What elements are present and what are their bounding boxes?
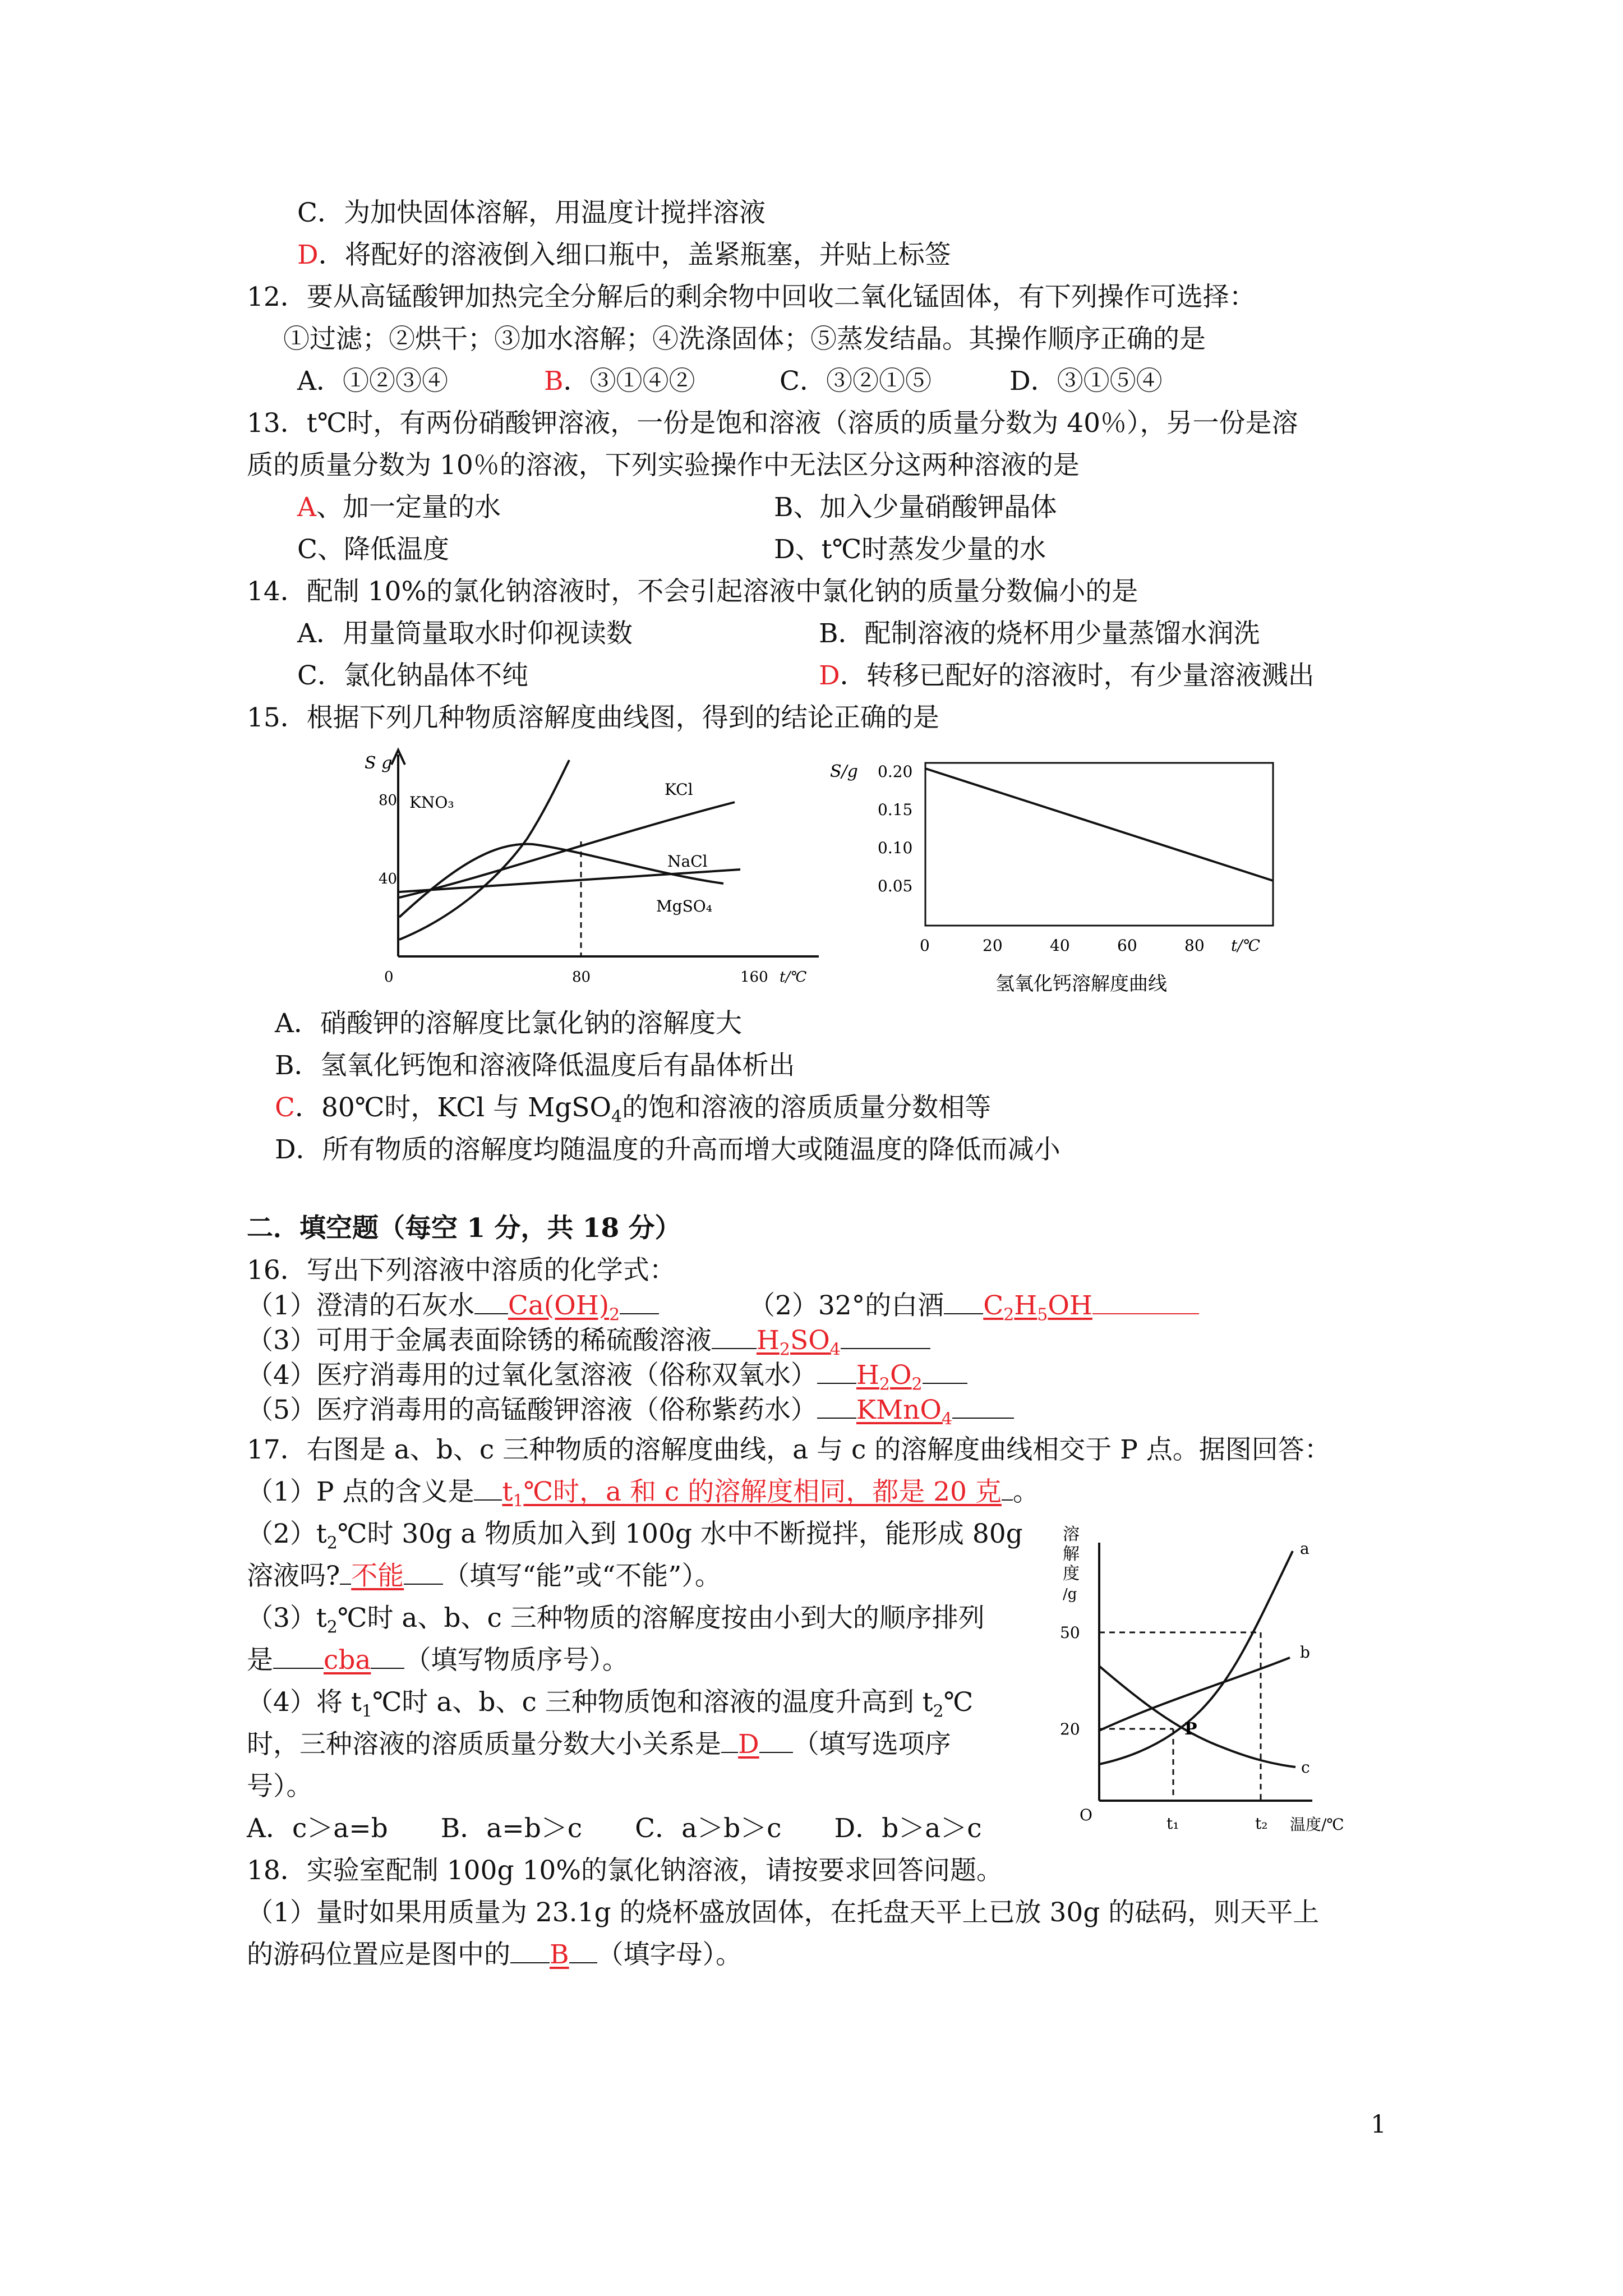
chart-caption: 氢氧化钙溶解度曲线 bbox=[995, 973, 1167, 995]
grid bbox=[925, 763, 1273, 926]
q17-part-4-line3: 号）。 bbox=[247, 1771, 313, 1802]
x-axis-unit: 温度/℃ bbox=[1290, 1815, 1344, 1834]
q14-option-d: D．转移已配好的溶液时，有少量溶液溅出 bbox=[819, 660, 1315, 691]
curve-kno3 bbox=[399, 760, 569, 940]
x-tick-60: 60 bbox=[1117, 936, 1137, 955]
q15-option-d: D．所有物质的溶解度均随温度的升高而增大或随温度的降低而减小 bbox=[275, 1134, 1061, 1165]
y-tick-0.05: 0.05 bbox=[878, 877, 913, 895]
q18-stem: 18．实验室配制 100g 10%的氯化钠溶液，请按要求回答问题。 bbox=[247, 1855, 1003, 1886]
q11-option-d: D．将配好的溶液倒入细口瓶中，盖紧瓶塞，并贴上标签 bbox=[297, 240, 951, 270]
label-a: a bbox=[1300, 1539, 1310, 1558]
q17-options: A．c＞a=b B．a=b＞c C．a＞b＞c D．b＞a＞c bbox=[247, 1813, 982, 1844]
q14-option-a: A．用量筒量取水时仰视读数 bbox=[297, 618, 633, 649]
q17-part-1: （1）P 点的含义是 $t_1℃$时，a 和 c 的溶解度相同，都是 20 克 。 bbox=[247, 1476, 1039, 1511]
answer-text: B bbox=[550, 1939, 569, 1970]
q17-part-2-line1: $(2)t_2℃$时 30g a 物质加入到 100g 水中不断搅拌，能形成 80g bbox=[247, 1519, 1023, 1553]
curve-caoh2 bbox=[925, 769, 1273, 881]
q15-option-b: B．氢氧化钙饱和溶液降低温度后有晶体析出 bbox=[275, 1050, 795, 1081]
y-axis-label: S/g bbox=[830, 762, 858, 781]
section-heading: 二．填空题（每空 1 分，共 18 分） bbox=[247, 1213, 681, 1244]
x-tick-80: 80 bbox=[1184, 936, 1205, 955]
answer-mark: A bbox=[297, 492, 316, 523]
y-tick-50: 50 bbox=[1060, 1623, 1080, 1642]
answer-mark: D bbox=[819, 660, 840, 691]
x-axis-unit: t/℃ bbox=[780, 969, 807, 986]
label-kcl: KCl bbox=[665, 780, 693, 799]
answer-text: $C_2H_5OH$ bbox=[983, 1290, 1092, 1325]
q12-operations: ①过滤；②烘干；③加水溶解；④洗涤固体；⑤蒸发结晶。其操作顺序正确的是 bbox=[283, 324, 1206, 355]
curve-nacl bbox=[399, 869, 740, 892]
answer-text: 不能 bbox=[351, 1561, 404, 1591]
q12-stem: 12．要从高锰酸钾加热完全分解后的剩余物中回收二氧化锰固体，有下列操作可选择： bbox=[247, 282, 1256, 312]
point-p: P bbox=[1184, 1719, 1197, 1739]
y-tick-0.15: 0.15 bbox=[878, 800, 913, 819]
q13-stem-line1: 13．t℃时，有两份硝酸钾溶液，一份是饱和溶液（溶质的质量分数为 40％），另一份是溶 bbox=[247, 408, 1298, 439]
y-axis-label: S g bbox=[365, 753, 393, 773]
q17-part-4-line1: （4）将 $t_1℃$时 a、b、c 三种物质饱和溶液的温度升高到 $t_2℃$ bbox=[247, 1687, 974, 1722]
x-tick-20: 20 bbox=[983, 936, 1003, 955]
q16-item-5: （5）医疗消毒用的高锰酸钾溶液（俗称紫药水） KMnO$_4$ bbox=[247, 1393, 1014, 1436]
label-b: b bbox=[1300, 1643, 1310, 1662]
q18-part-1-line2: 的游码位置应是图中的 B （填字母）。 bbox=[247, 1939, 743, 1970]
label-c: c bbox=[1301, 1758, 1310, 1777]
q17-stem: 17．右图是 a、b、c 三种物质的溶解度曲线，a 与 c 的溶解度曲线相交于 P 点。据图回答： bbox=[247, 1434, 1331, 1465]
x-tick-0: 0 bbox=[384, 969, 394, 986]
answer-mark: C bbox=[275, 1092, 295, 1123]
x-axis-unit: t/℃ bbox=[1231, 936, 1261, 955]
answer-text: D bbox=[738, 1729, 759, 1760]
q12-option-d: D．③①⑤④ bbox=[1009, 366, 1163, 397]
y-tick-80: 80 bbox=[379, 792, 398, 809]
label-kno3: KNO₃ bbox=[409, 793, 454, 812]
x-tick-0: 0 bbox=[920, 936, 930, 955]
q16-stem: 16．写出下列溶液中溶质的化学式： bbox=[247, 1255, 676, 1286]
x-tick-40: 40 bbox=[1050, 936, 1070, 955]
q15-option-c: C．80℃时，KCl 与 MgSO$_4$的饱和溶液的溶质质量分数相等 bbox=[275, 1092, 992, 1127]
x-tick-t1: t₁ bbox=[1166, 1814, 1179, 1833]
q16-item-2: （2）32°的白酒 $C_2H_5OH$ bbox=[749, 1289, 1199, 1332]
answer-text: KMnO$_4$ bbox=[856, 1395, 953, 1429]
answer-text: $t_1℃$时，a 和 c 的溶解度相同，都是 20 克 bbox=[502, 1476, 1002, 1511]
y-label-2: 解 bbox=[1063, 1544, 1080, 1564]
q17-part-3-line2: 是 cba （填写物质序号）。 bbox=[247, 1645, 629, 1676]
y-tick-40: 40 bbox=[379, 871, 398, 887]
y-label-3: 度 bbox=[1063, 1564, 1080, 1584]
solubility-chart-2 bbox=[824, 743, 1307, 1007]
answer-mark: D bbox=[297, 240, 319, 270]
solubility-chart-3 bbox=[1054, 1520, 1368, 1840]
page-number: 1 bbox=[1371, 2110, 1386, 2139]
q18-part-1-line1: （1）量时如果用质量为 23.1g 的烧杯盛放固体，在托盘天平上已放 30g 的砝码，则天平上 bbox=[247, 1897, 1320, 1928]
q12-option-a: A．①②③④ bbox=[297, 366, 448, 397]
answer-text: $H_2O_2$ bbox=[856, 1360, 923, 1395]
answer-text: $Ca(OH)_2$ bbox=[508, 1290, 620, 1325]
x-tick-t2: t₂ bbox=[1255, 1814, 1268, 1833]
x-tick-80: 80 bbox=[572, 969, 591, 986]
q14-stem: 14．配制 10%的氯化钠溶液时，不会引起溶液中氯化钠的质量分数偏小的是 bbox=[247, 576, 1138, 607]
origin-label: O bbox=[1080, 1806, 1092, 1824]
answer-mark: B bbox=[544, 366, 564, 397]
q17-part-4-line2: 时，三种溶液的溶质质量分数大小关系是 D （填写选项序 bbox=[247, 1729, 951, 1760]
label-mgso4: MgSO₄ bbox=[656, 897, 712, 915]
q11-option-c: C．为加快固体溶解，用温度计搅拌溶液 bbox=[297, 197, 766, 228]
q16-item-3: （3）可用于金属表面除锈的稀硫酸溶液 $H_2SO_4$ bbox=[247, 1324, 930, 1366]
y-label-1: 溶 bbox=[1063, 1525, 1080, 1544]
q15-option-a: A．硝酸钾的溶解度比氯化钠的溶解度大 bbox=[275, 1008, 742, 1039]
q12-option-b: B．③①④② bbox=[544, 366, 695, 397]
answer-text: cba bbox=[324, 1645, 371, 1676]
y-label-4: /g bbox=[1063, 1586, 1077, 1603]
y-tick-0.10: 0.10 bbox=[878, 839, 913, 857]
q13-option-a: A、加一定量的水 bbox=[297, 492, 501, 523]
y-tick-0.20: 0.20 bbox=[878, 762, 913, 781]
solubility-chart-1 bbox=[353, 743, 858, 999]
q14-option-b: B．配制溶液的烧杯用少量蒸馏水润洗 bbox=[819, 618, 1260, 649]
q12-option-c: C．③②①⑤ bbox=[780, 366, 932, 397]
label-nacl: NaCl bbox=[667, 852, 708, 871]
q17-part-2-line2: 溶液吗? 不能 （填写“能”或“不能”）。 bbox=[247, 1561, 721, 1591]
q13-option-c: C、降低温度 bbox=[297, 534, 449, 565]
q16-item-4: （4）医疗消毒用的过氧化氢溶液（俗称双氧水） $H_2O_2$ bbox=[247, 1359, 967, 1401]
y-tick-20: 20 bbox=[1060, 1720, 1080, 1738]
q13-option-d: D、t℃时蒸发少量的水 bbox=[774, 534, 1046, 565]
q15-stem: 15．根据下列几种物质溶解度曲线图，得到的结论正确的是 bbox=[247, 702, 939, 733]
q17-part-3-line1: $(3)t_2℃$时 a、b、c 三种物质的溶解度按由小到大的顺序排列 bbox=[247, 1603, 985, 1637]
q13-stem-line2: 质的质量分数为 10％的溶液，下列实验操作中无法区分这两种溶液的是 bbox=[247, 450, 1080, 481]
q14-option-c: C．氯化钠晶体不纯 bbox=[297, 660, 528, 691]
answer-text: $H_2SO_4$ bbox=[756, 1325, 841, 1360]
q16-item-1: （1）澄清的石灰水 $Ca(OH)_2$ bbox=[247, 1289, 659, 1332]
x-tick-160: 160 bbox=[740, 969, 768, 986]
q13-option-b: B、加入少量硝酸钾晶体 bbox=[774, 492, 1057, 523]
